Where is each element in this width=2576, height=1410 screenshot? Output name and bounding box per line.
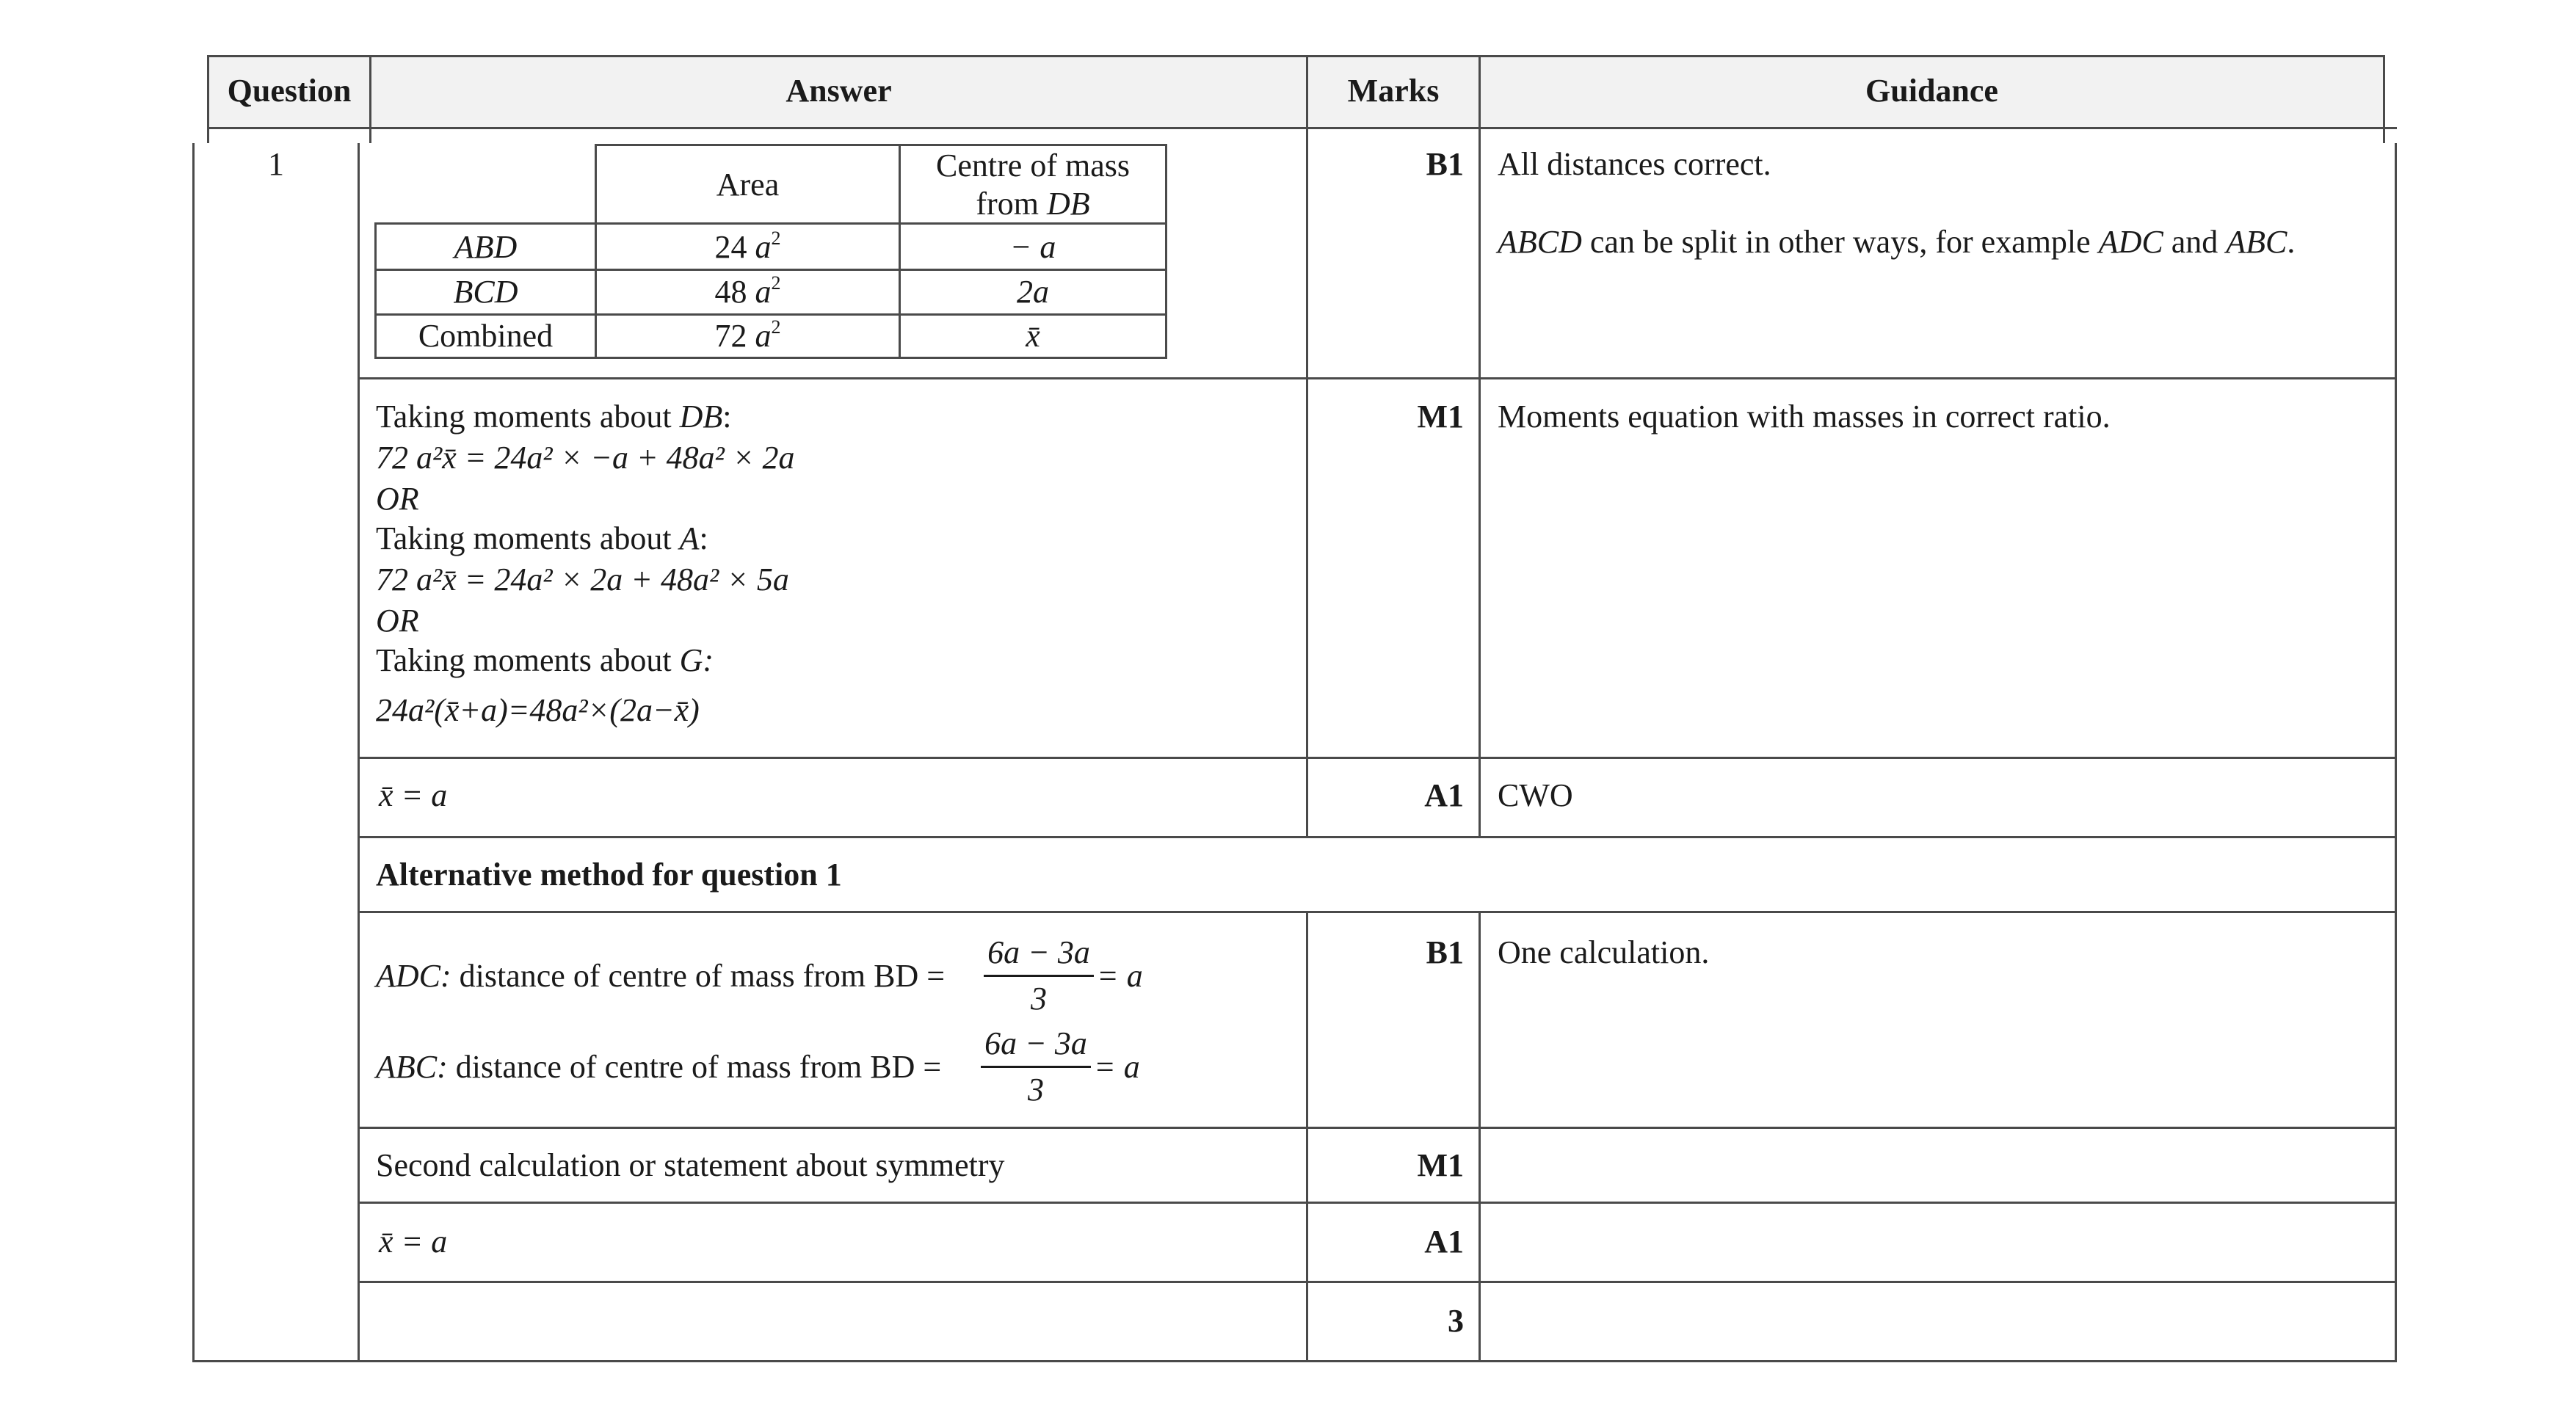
moments-about-g: Taking moments about G: — [376, 642, 714, 678]
row-divider-7 — [358, 1281, 2397, 1283]
guidance-row-1-line2: ABCD can be split in other ways, for example ADC and ABC. — [1498, 224, 2296, 260]
com-combined: x̄ — [1026, 318, 1040, 354]
body-right-border — [2395, 143, 2397, 1362]
area-table-border — [374, 269, 1167, 271]
guidance-divider-a — [1479, 128, 1481, 837]
moments-equation-2: 72 a²x̄ = 24a² × 2a + 48a² × 5a — [376, 562, 789, 597]
alt-adc-result: = a — [1097, 958, 1143, 994]
row-divider-4 — [358, 911, 2397, 913]
com-col-header-line1: Centre of mass — [936, 148, 1130, 183]
marks-row-3: A1 — [1424, 777, 1464, 813]
question-col-divider — [358, 143, 360, 1362]
alt-adc-line: ADC: distance of centre of mass from BD = — [376, 958, 946, 994]
marks-divider-b — [1306, 912, 1308, 1362]
area-bcd: 48 $a^2$ — [714, 272, 781, 310]
row-divider-6 — [358, 1202, 2397, 1204]
body-bottom-border — [192, 1360, 2397, 1362]
area-col-header: Area — [716, 167, 780, 203]
alt-result-x-bar: x̄ = a — [379, 1224, 448, 1260]
alt-abc-line: ABC: distance of centre of mass from BD = — [376, 1049, 942, 1085]
area-table-border — [374, 357, 1167, 359]
row-label-combined: Combined — [418, 318, 554, 354]
moments-equation-1: 72 a²x̄ = 24a² × −a + 48a² × 2a — [376, 440, 795, 476]
moments-equation-3: 24a²(x̄+a)=48a²×(2a−x̄) — [376, 692, 700, 728]
area-table-border — [1165, 144, 1167, 359]
body-left-border — [192, 143, 195, 1362]
com-bcd: 2a — [1017, 274, 1049, 310]
area-table-border — [374, 313, 1167, 316]
header-right-border — [2383, 55, 2385, 143]
result-x-bar: x̄ = a — [379, 777, 448, 813]
header-top-border — [207, 55, 2384, 57]
marks-divider-a — [1306, 128, 1308, 837]
alt-abc-result: = a — [1094, 1049, 1140, 1085]
moments-or-2: OR — [376, 603, 419, 639]
guidance-row-1-line1: All distances correct. — [1498, 146, 1771, 182]
header-answer: Answer — [786, 73, 892, 109]
row-divider-1 — [358, 377, 2397, 379]
com-col-header-line2: from DB — [976, 186, 1090, 222]
area-table-border — [595, 144, 1167, 146]
alt-adc-fraction: 6a − 3a 3 — [984, 934, 1094, 1018]
guidance-row-4: One calculation. — [1498, 934, 1710, 970]
row-divider-5 — [358, 1127, 2397, 1129]
area-combined: 72 $a^2$ — [714, 316, 781, 354]
header-guidance: Guidance — [1865, 73, 1998, 109]
question-number: 1 — [268, 146, 284, 182]
alt-abc-fraction: 6a − 3a 3 — [981, 1025, 1091, 1109]
moments-or-1: OR — [376, 481, 419, 517]
row-label-bcd: BCD — [453, 274, 518, 310]
com-abd: − a — [1009, 229, 1056, 265]
row-divider-3 — [358, 836, 2397, 838]
marks-row-1: B1 — [1426, 146, 1464, 182]
guidance-row-2: Moments equation with masses in correct ratio. — [1498, 399, 2111, 435]
guidance-divider-b — [1479, 912, 1481, 1362]
marks-row-6: A1 — [1424, 1224, 1464, 1260]
marks-row-5: M1 — [1417, 1147, 1464, 1183]
row-divider-2 — [358, 757, 2397, 759]
row-label-abd: ABD — [454, 229, 518, 265]
top-body-border — [358, 127, 2397, 129]
marks-row-4: B1 — [1426, 934, 1464, 970]
header-question: Question — [227, 73, 352, 109]
guidance-row-3: CWO — [1498, 777, 1573, 813]
header-marks: Marks — [1347, 73, 1440, 109]
marks-row-2: M1 — [1417, 399, 1464, 435]
area-abd: 24 $a^2$ — [714, 228, 781, 265]
alt-second-calc: Second calculation or statement about symmetry — [376, 1147, 1005, 1183]
marks-total: 3 — [1448, 1303, 1464, 1339]
moments-about-db: Taking moments about DB: — [376, 399, 732, 435]
moments-about-a: Taking moments about A: — [376, 520, 708, 556]
alt-method-heading: Alternative method for question 1 — [376, 857, 842, 893]
